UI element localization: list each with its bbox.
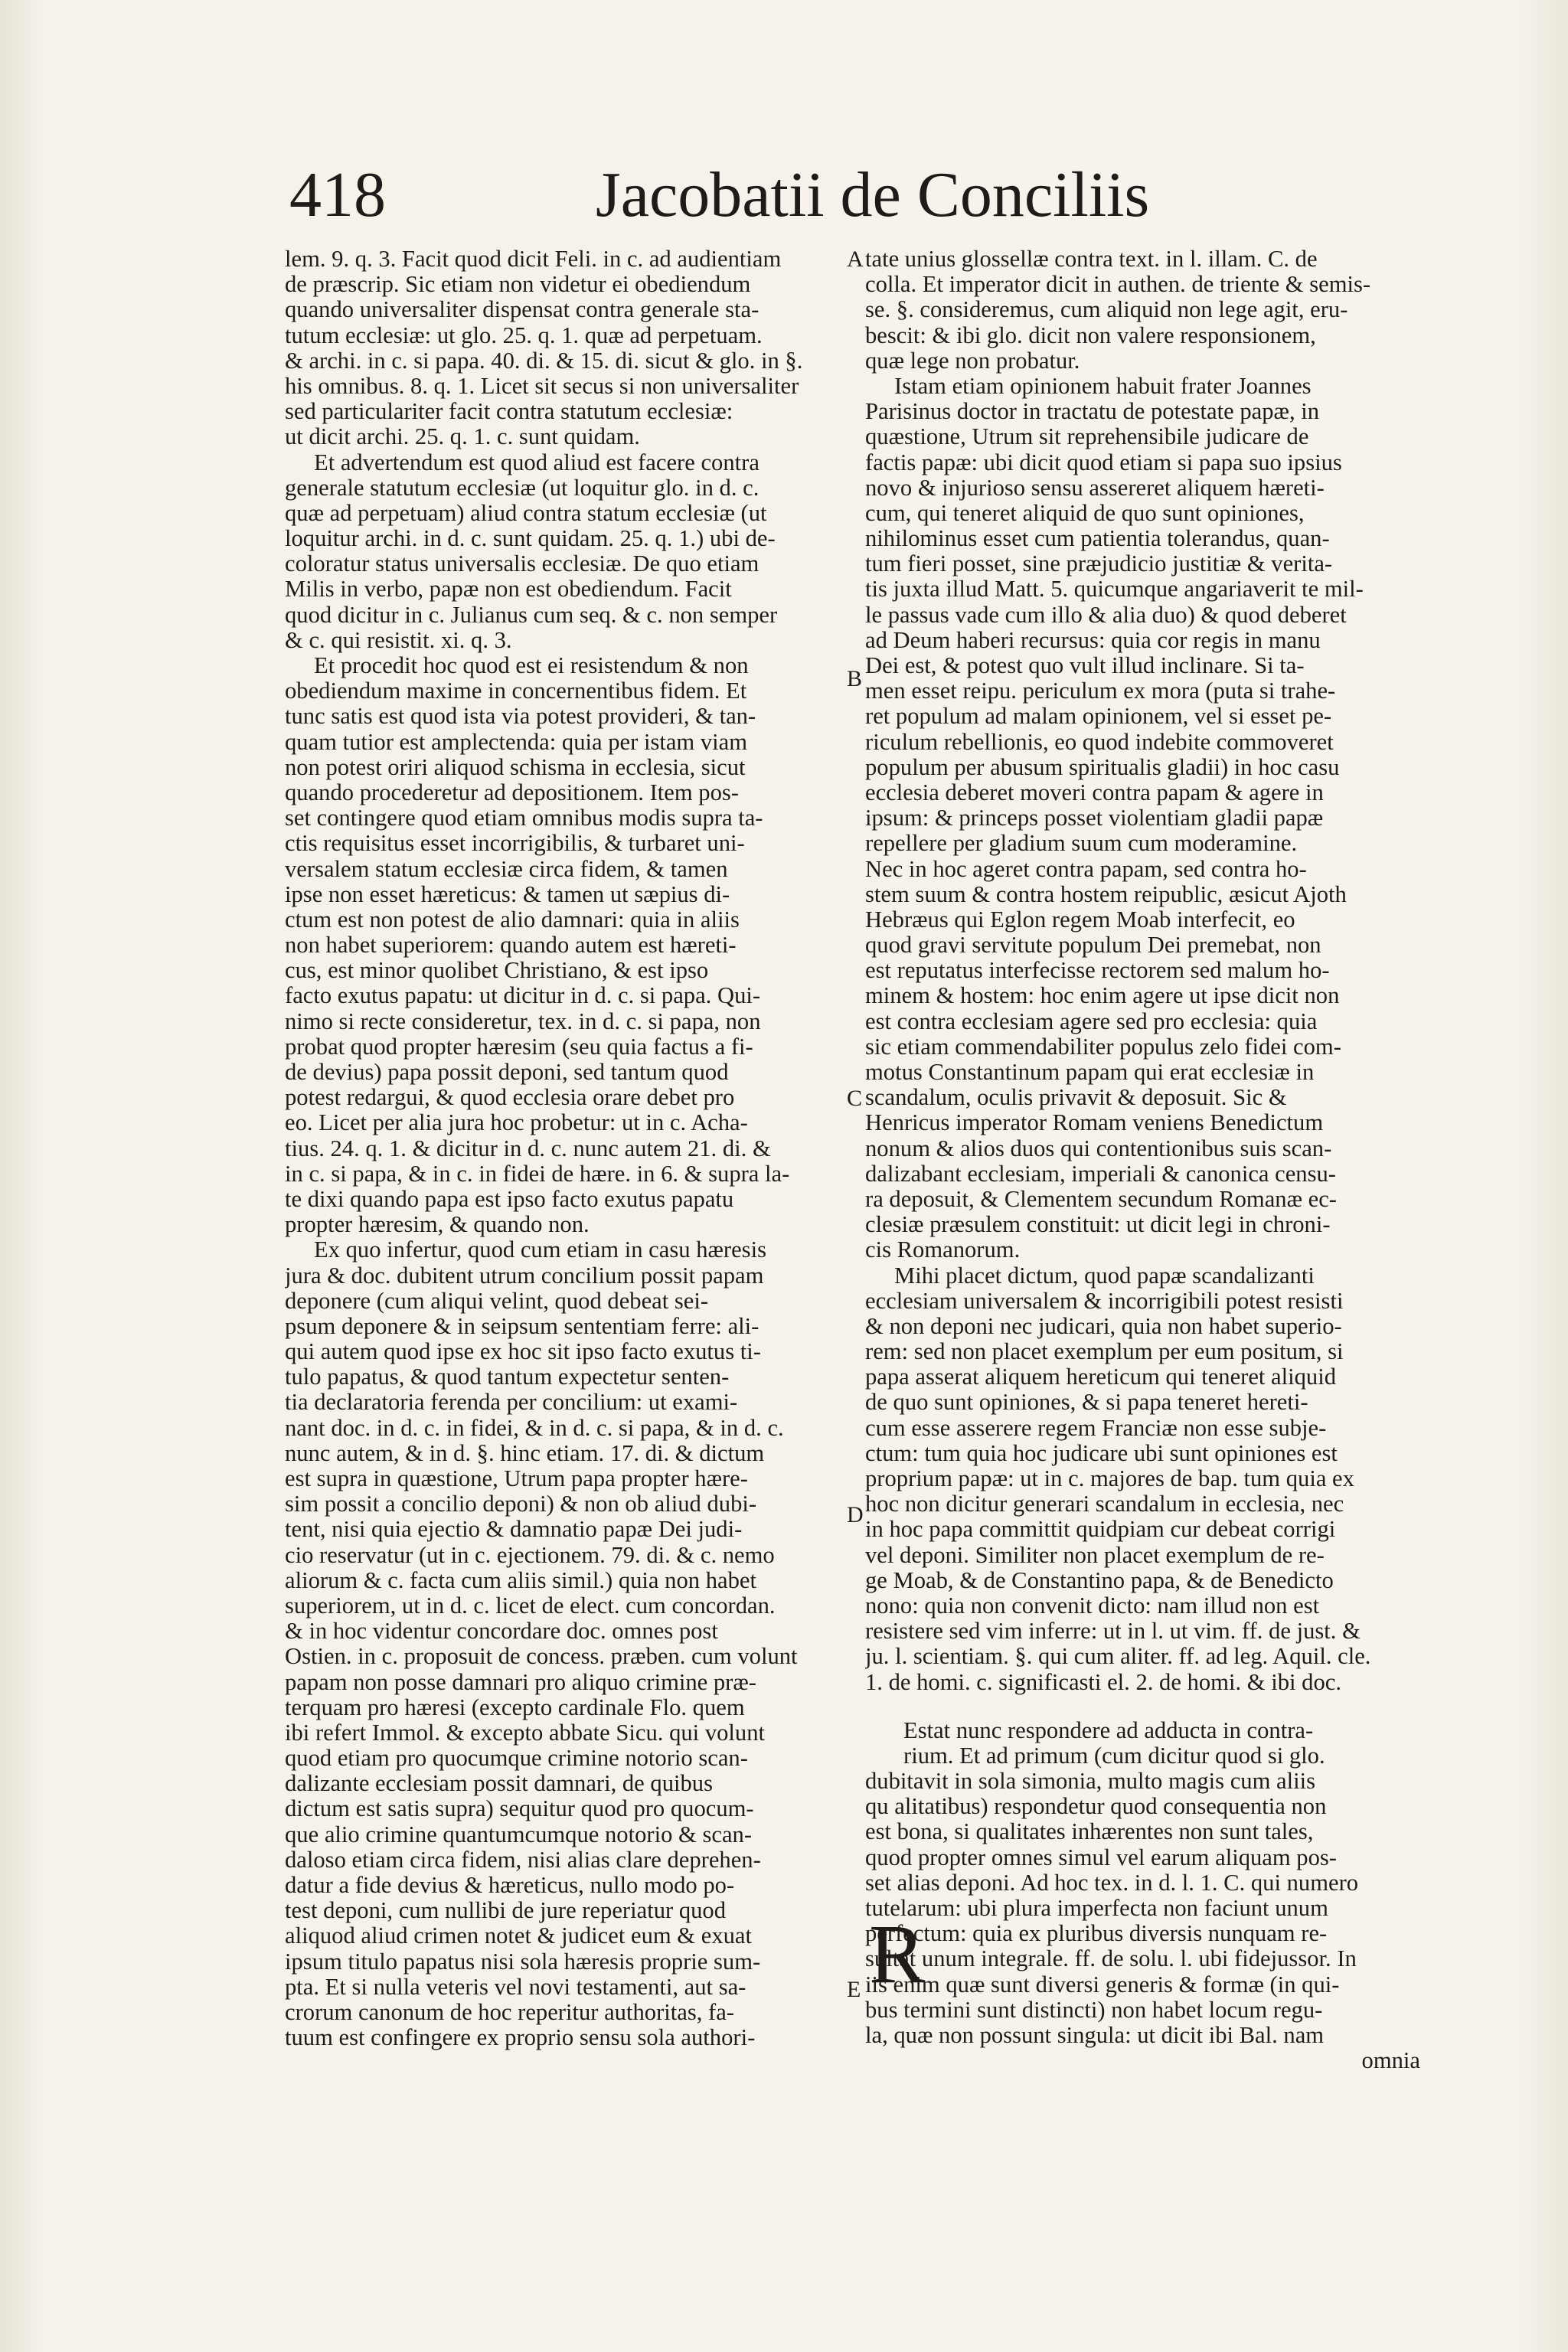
margin-marker-c: C bbox=[847, 1086, 863, 1111]
text-line: ret populum ad malam opinionem, vel si esset pe- bbox=[865, 704, 1332, 730]
text-line: de devius) papa possit deponi, sed tantum quod bbox=[285, 1060, 729, 1085]
text-line: iis enim quæ sunt diversi generis & formæ (in qui- bbox=[865, 1971, 1340, 1998]
text-line: cum esse asserere regem Franciæ non esse subje- bbox=[865, 1415, 1327, 1441]
text-line: 1. de homi. c. significasti el. 2. de homi. & ibi doc. bbox=[865, 1669, 1341, 1695]
text-line: ibi refert Immol. & excepto abbate Sicu. qui volunt bbox=[285, 1720, 766, 1746]
text-line: novo & injurioso sensu assereret aliquem hæreti- bbox=[865, 475, 1325, 501]
text-line: repellere per gladium suum cum moderamine. bbox=[865, 831, 1298, 857]
text-line: perfectum: quia ex pluribus diversis nunquam re- bbox=[865, 1921, 1328, 1947]
text-line: le passus vade cum illo & alia duo) & quod deberet bbox=[865, 602, 1347, 628]
text-line: obediendum maxime in concernentibus fidem. Et bbox=[285, 678, 747, 704]
text-line: loquitur archi. in d. c. sunt quidam. 25. q. 1.) ubi de- bbox=[285, 526, 776, 552]
text-line: de quo sunt opiniones, & si papa teneret hereti- bbox=[865, 1390, 1308, 1416]
text-line: Estat nunc respondere ad adducta in contra- bbox=[903, 1717, 1314, 1743]
text-line: Ostien. in c. proposuit de concess. præben. cum volunt bbox=[285, 1644, 798, 1670]
text-line: tia declaratoria ferenda per concilium: ut exami- bbox=[285, 1390, 738, 1416]
text-line: est reputatus interfecisse rectorem sed malum ho- bbox=[865, 958, 1330, 984]
text-line: qu alitatibus) respondetur quod consequentia non bbox=[865, 1794, 1327, 1820]
text-line: dalizante ecclesiam possit damnari, de quibus bbox=[285, 1771, 714, 1797]
text-line: dictum est satis supra) sequitur quod pro quocum- bbox=[285, 1796, 754, 1822]
text-line: quod propter omnes simul vel earum aliquam pos- bbox=[865, 1844, 1337, 1870]
text-line: in hoc papa committit quidpiam cur debeat corrigi bbox=[865, 1517, 1336, 1543]
text-line: dalizabant ecclesiam, imperiali & canonica censu- bbox=[865, 1161, 1336, 1187]
text-line: quod dicitur in c. Julianus cum seq. & c. non semper bbox=[285, 602, 778, 628]
text-line: ju. l. scientiam. §. qui cum aliter. ff. ad leg. Aquil. cle. bbox=[865, 1644, 1371, 1670]
text-line: dubitavit in sola simonia, multo magis cum aliis bbox=[865, 1769, 1316, 1795]
text-line: Parisinus doctor in tractatu de potestate papæ, in bbox=[865, 399, 1320, 425]
text-line: set contingere quod etiam omnibus modis supra ta- bbox=[285, 805, 763, 831]
text-line: ipsum titulo papatus nisi sola hæresis proprie sum- bbox=[285, 1949, 761, 1975]
text-line: cus, est minor quolibet Christiano, & est ipso bbox=[285, 958, 709, 984]
text-line: tis juxta illud Matt. 5. quicumque angariaverit te mil- bbox=[865, 577, 1364, 603]
text-line: & in hoc videntur concordare doc. omnes post bbox=[285, 1619, 718, 1645]
text-line: tent, nisi quia ejectio & damnatio papæ Dei judi- bbox=[285, 1517, 743, 1543]
text-line: men esset reipu. periculum ex mora (puta si trahe- bbox=[865, 678, 1336, 704]
text-line: ipsum: & princeps posset violentiam gladii papæ bbox=[865, 805, 1324, 831]
text-line: tunc satis est quod ista via potest provideri, & tan- bbox=[285, 704, 756, 730]
catchword: omnia bbox=[1361, 2048, 1420, 2074]
text-line: tate unius glossellæ contra text. in l. illam. C. de bbox=[865, 247, 1318, 272]
text-line: tutelarum: ubi plura imperfecta non faciunt unum bbox=[865, 1896, 1328, 1921]
text-line: bescit: & ibi glo. dicit non valere responsionem, bbox=[865, 322, 1316, 348]
text-line: aliorum & c. facta cum aliis simil.) quia non habet bbox=[285, 1567, 756, 1593]
text-line: motus Constantinum papam qui erat ecclesiæ in bbox=[865, 1060, 1315, 1085]
text-line: Henricus imperator Romam veniens Benedictum bbox=[865, 1110, 1324, 1136]
text-line: rem: sed non placet exemplum per eum positum, si bbox=[865, 1339, 1344, 1365]
text-line: riculum rebellionis, eo quod indebite commoveret bbox=[865, 729, 1334, 755]
margin-marker-e: E bbox=[847, 1977, 861, 2002]
running-title: Jacobatii de Conciliis bbox=[596, 159, 1150, 230]
text-line: ctum: tum quia hoc judicare ubi sunt opiniones est bbox=[865, 1440, 1338, 1466]
text-line: te dixi quando papa est ipso facto exutus papatu bbox=[285, 1186, 734, 1212]
text-line: nono: quia non convenit dicto: nam illud non est bbox=[865, 1592, 1320, 1619]
text-line: de præscrip. Sic etiam non videtur ei obediendum bbox=[285, 272, 751, 298]
text-line: coloratur status universalis ecclesiæ. De quo etiam bbox=[285, 551, 760, 577]
text-line: psum deponere & in seipsum sententiam ferre: ali- bbox=[285, 1313, 760, 1339]
text-line: ecclesia deberet moveri contra papam & agere in bbox=[865, 779, 1324, 805]
text-line: sed particulariter facit contra statutum ecclesiæ: bbox=[285, 399, 733, 425]
margin-marker-b: B bbox=[847, 666, 863, 691]
text-line: Mihi placet dictum, quod papæ scandalizanti bbox=[894, 1263, 1315, 1289]
text-line: non habet superiorem: quando autem est hæreti- bbox=[285, 933, 737, 959]
text-line: la, quæ non possunt singula: ut dicit ibi Bal. nam bbox=[865, 2022, 1325, 2048]
text-line: resistere sed vim inferre: ut in l. ut vim. ff. de just. & bbox=[865, 1619, 1361, 1645]
text-line: ctum est non potest de alio damnari: quia in aliis bbox=[285, 906, 740, 933]
text-line: cio reservatur (ut in c. ejectionem. 79. di. & c. nemo bbox=[285, 1542, 775, 1568]
text-line: se. §. consideremus, cum aliquid non lege agit, eru- bbox=[865, 297, 1348, 323]
text-line: qui autem quod ipse ex hoc sit ipso facto exutus ti- bbox=[285, 1339, 761, 1365]
page-number: 418 bbox=[289, 159, 386, 230]
text-line: tutum ecclesiæ: ut glo. 25. q. 1. quæ ad perpetuam. bbox=[285, 322, 763, 348]
text-line: Hebræus qui Eglon regem Moab interfecit, eo bbox=[865, 906, 1295, 933]
text-line: jura & doc. dubitent utrum concilium possit papam bbox=[285, 1263, 764, 1289]
text-line: quæ lege non probatur. bbox=[865, 348, 1080, 374]
text-line: deponere (cum aliqui velint, quod debeat sei- bbox=[285, 1288, 709, 1314]
text-line: tius. 24. q. 1. & dicitur in d. c. nunc autem 21. di. & bbox=[285, 1135, 771, 1161]
text-line: quæstione, Utrum sit reprehensibile judicare de bbox=[865, 424, 1309, 450]
text-line: pta. Et si nulla veteris vel novi testamenti, aut sa- bbox=[285, 1974, 746, 2000]
drop-cap: R bbox=[869, 1907, 926, 2001]
text-line: ecclesiam universalem & incorrigibili potest resisti bbox=[865, 1288, 1344, 1314]
text-line: datur a fide devius & hæreticus, nullo modo po- bbox=[285, 1873, 735, 1898]
text-line: quod gravi servitute populum Dei premebat, non bbox=[865, 933, 1321, 959]
text-line: quod etiam pro quocumque crimine notorio scan- bbox=[285, 1746, 748, 1772]
text-line: minem & hostem: hoc enim agere ut ipse dicit non bbox=[865, 983, 1340, 1009]
text-line: set alias deponi. Ad hoc tex. in d. l. 1. C. qui numero bbox=[865, 1870, 1359, 1896]
text-line: stem suum & contra hostem reipublic, æsicut Ajoth bbox=[865, 881, 1347, 907]
text-line: est supra in quæstione, Utrum papa propter hære- bbox=[285, 1466, 748, 1491]
text-line: quando universaliter dispensat contra generale sta- bbox=[285, 297, 760, 323]
text-line: nant doc. in d. c. in fidei, & in d. c. si papa, & in d. c. bbox=[285, 1415, 784, 1441]
right-column bbox=[865, 247, 1436, 2073]
text-line: in c. si papa, & in c. in fidei de hære. in 6. & supra la- bbox=[285, 1161, 790, 1187]
text-line: tulo papatus, & quod tantum expectetur senten- bbox=[285, 1364, 730, 1390]
text-line: clesiæ præsulem constituit: ut dicit legi in chroni- bbox=[865, 1212, 1331, 1238]
text-line: quando procederetur ad depositionem. Item pos- bbox=[285, 779, 739, 805]
text-line: factis papæ: ubi dicit quod etiam si papa suo ipsius bbox=[865, 449, 1342, 475]
text-line: ut dicit archi. 25. q. 1. c. sunt quidam. bbox=[285, 424, 640, 450]
text-line: & archi. in c. si papa. 40. di. & 15. di. sicut & glo. in §. bbox=[285, 348, 803, 374]
text-line: propter hæresim, & quando non. bbox=[285, 1212, 590, 1238]
text-line: papam non posse damnari pro aliquo crimine præ- bbox=[285, 1669, 756, 1695]
text-line: papa asserat aliquem hereticum qui teneret aliquid bbox=[865, 1364, 1337, 1390]
text-line: ge Moab, & de Constantino papa, & de Benedicto bbox=[865, 1567, 1334, 1593]
text-line: crorum canonum de hoc reperitur authoritas, fa- bbox=[285, 1999, 734, 2025]
text-line: facto exutus papatu: ut dicitur in d. c. si papa. Qui- bbox=[285, 983, 761, 1009]
text-line: ctis requisitus esset incorrigibilis, & turbaret uni- bbox=[285, 831, 745, 857]
text-line: Dei est, & potest quo vult illud inclinare. Si ta- bbox=[865, 653, 1305, 678]
text-line: quæ ad perpetuam) aliud contra statum ecclesiæ (ut bbox=[285, 500, 767, 526]
text-line: cis Romanorum. bbox=[865, 1237, 1021, 1263]
text-line: nunc autem, & in d. §. hinc etiam. 17. di. & dictum bbox=[285, 1440, 765, 1466]
text-line: cum, qui teneret aliquid de quo sunt opiniones, bbox=[865, 500, 1305, 526]
text-line: tuum est confingere ex proprio sensu sola authori- bbox=[285, 2025, 756, 2051]
text-line: sic etiam commendabiliter populus zelo fidei com- bbox=[865, 1034, 1341, 1060]
text-line: proprium papæ: ut in c. majores de bap. tum quia ex bbox=[865, 1466, 1354, 1491]
text-line: est bona, si qualitates inhærentes non sunt tales, bbox=[865, 1819, 1314, 1845]
text-line: versalem statum ecclesiæ circa fidem, & tamen bbox=[285, 856, 728, 882]
text-line: vel deponi. Similiter non placet exemplum de re- bbox=[865, 1542, 1325, 1568]
text-line: colla. Et imperator dicit in authen. de triente & semis- bbox=[865, 272, 1371, 298]
text-line: Ex quo infertur, quod cum etiam in casu hæresis bbox=[314, 1237, 766, 1263]
text-line: quam tutior est amplectenda: quia per istam viam bbox=[285, 729, 748, 755]
text-line: nonum & alios duos qui contentionibus suis scan- bbox=[865, 1135, 1332, 1161]
text-line: non potest oriri aliquod schisma in ecclesia, sicut bbox=[285, 754, 746, 780]
text-line: & c. qui resistit. xi. q. 3. bbox=[285, 627, 512, 653]
text-line: daloso etiam circa fidem, nisi alias clare deprehen- bbox=[285, 1847, 761, 1873]
text-line: scandalum, oculis privavit & deposuit. Sic & bbox=[865, 1085, 1287, 1111]
text-line: superiorem, ut in d. c. licet de elect. cum concordan. bbox=[285, 1592, 776, 1619]
margin-marker-d: D bbox=[847, 1502, 864, 1527]
left-column bbox=[285, 247, 844, 2050]
text-line: ad Deum haberi recursus: quia cor regis in manu bbox=[865, 627, 1321, 653]
text-line: eo. Licet per alia jura hoc probetur: ut in c. Acha- bbox=[285, 1110, 748, 1136]
text-line: ra deposuit, & Clementem secundum Romanæ ec- bbox=[865, 1186, 1337, 1212]
text-line: lem. 9. q. 3. Facit quod dicit Feli. in c. ad audientiam bbox=[285, 247, 782, 272]
text-line: nihilominus esset cum patientia tolerandus, quan- bbox=[865, 526, 1330, 552]
text-line: potest redargui, & quod ecclesia orare debet pro bbox=[285, 1085, 735, 1111]
text-line: his omnibus. 8. q. 1. Licet sit secus si non universaliter bbox=[285, 373, 799, 399]
text-line: Nec in hoc ageret contra papam, sed contra ho- bbox=[865, 856, 1307, 882]
text-line: rium. Et ad primum (cum dicitur quod si glo. bbox=[903, 1743, 1325, 1769]
text-line: aliquod aliud crimen notet & judicet eum & exuat bbox=[285, 1923, 753, 1949]
text-line: Istam etiam opinionem habuit frater Joannes bbox=[894, 373, 1312, 399]
margin-marker-a: A bbox=[847, 247, 864, 272]
text-line: hoc non dicitur generari scandalum in ecclesia, nec bbox=[865, 1491, 1344, 1517]
text-line: bus termini sunt distincti) non habet locum regu- bbox=[865, 1997, 1323, 2023]
text-line: generale statutum ecclesiæ (ut loquitur glo. in d. c. bbox=[285, 475, 760, 501]
paragraph-gap bbox=[865, 1695, 1436, 1718]
text-line: Milis in verbo, papæ non est obediendum. Facit bbox=[285, 577, 732, 603]
text-line: test deponi, cum nullibi de jure reperiatur quod bbox=[285, 1898, 727, 1924]
text-line: terquam pro hæresi (excepto cardinale Flo. quem bbox=[285, 1694, 745, 1720]
page-header bbox=[289, 157, 1560, 241]
text-line: est contra ecclesiam agere sed pro ecclesia: quia bbox=[865, 1008, 1318, 1034]
text-line: tum fieri posset, sine præjudicio justitiæ & verita- bbox=[865, 551, 1333, 577]
text-line: que alio crimine quantumcumque notorio & scan- bbox=[285, 1821, 753, 1847]
text-line: & non deponi nec judicari, quia non habet superio- bbox=[865, 1313, 1342, 1339]
text-line: Et procedit hoc quod est ei resistendum & non bbox=[314, 653, 749, 678]
text-line: populum per abusum spiritualis gladii) in hoc casu bbox=[865, 754, 1340, 780]
text-line: sim possit a concilio deponi) & non ob aliud dubi- bbox=[285, 1491, 757, 1517]
text-line: nimo si recte consideretur, tex. in d. c. si papa, non bbox=[285, 1008, 761, 1034]
text-line: ipse non esset hæreticus: & tamen ut sæpius di- bbox=[285, 881, 730, 907]
text-line: sultat unum integrale. ff. de solu. l. ubi fidejussor. In bbox=[865, 1946, 1357, 1972]
text-line: probat quod propter hæresim (seu quia factus a fi- bbox=[285, 1034, 753, 1060]
text-line: Et advertendum est quod aliud est facere contra bbox=[314, 449, 760, 475]
